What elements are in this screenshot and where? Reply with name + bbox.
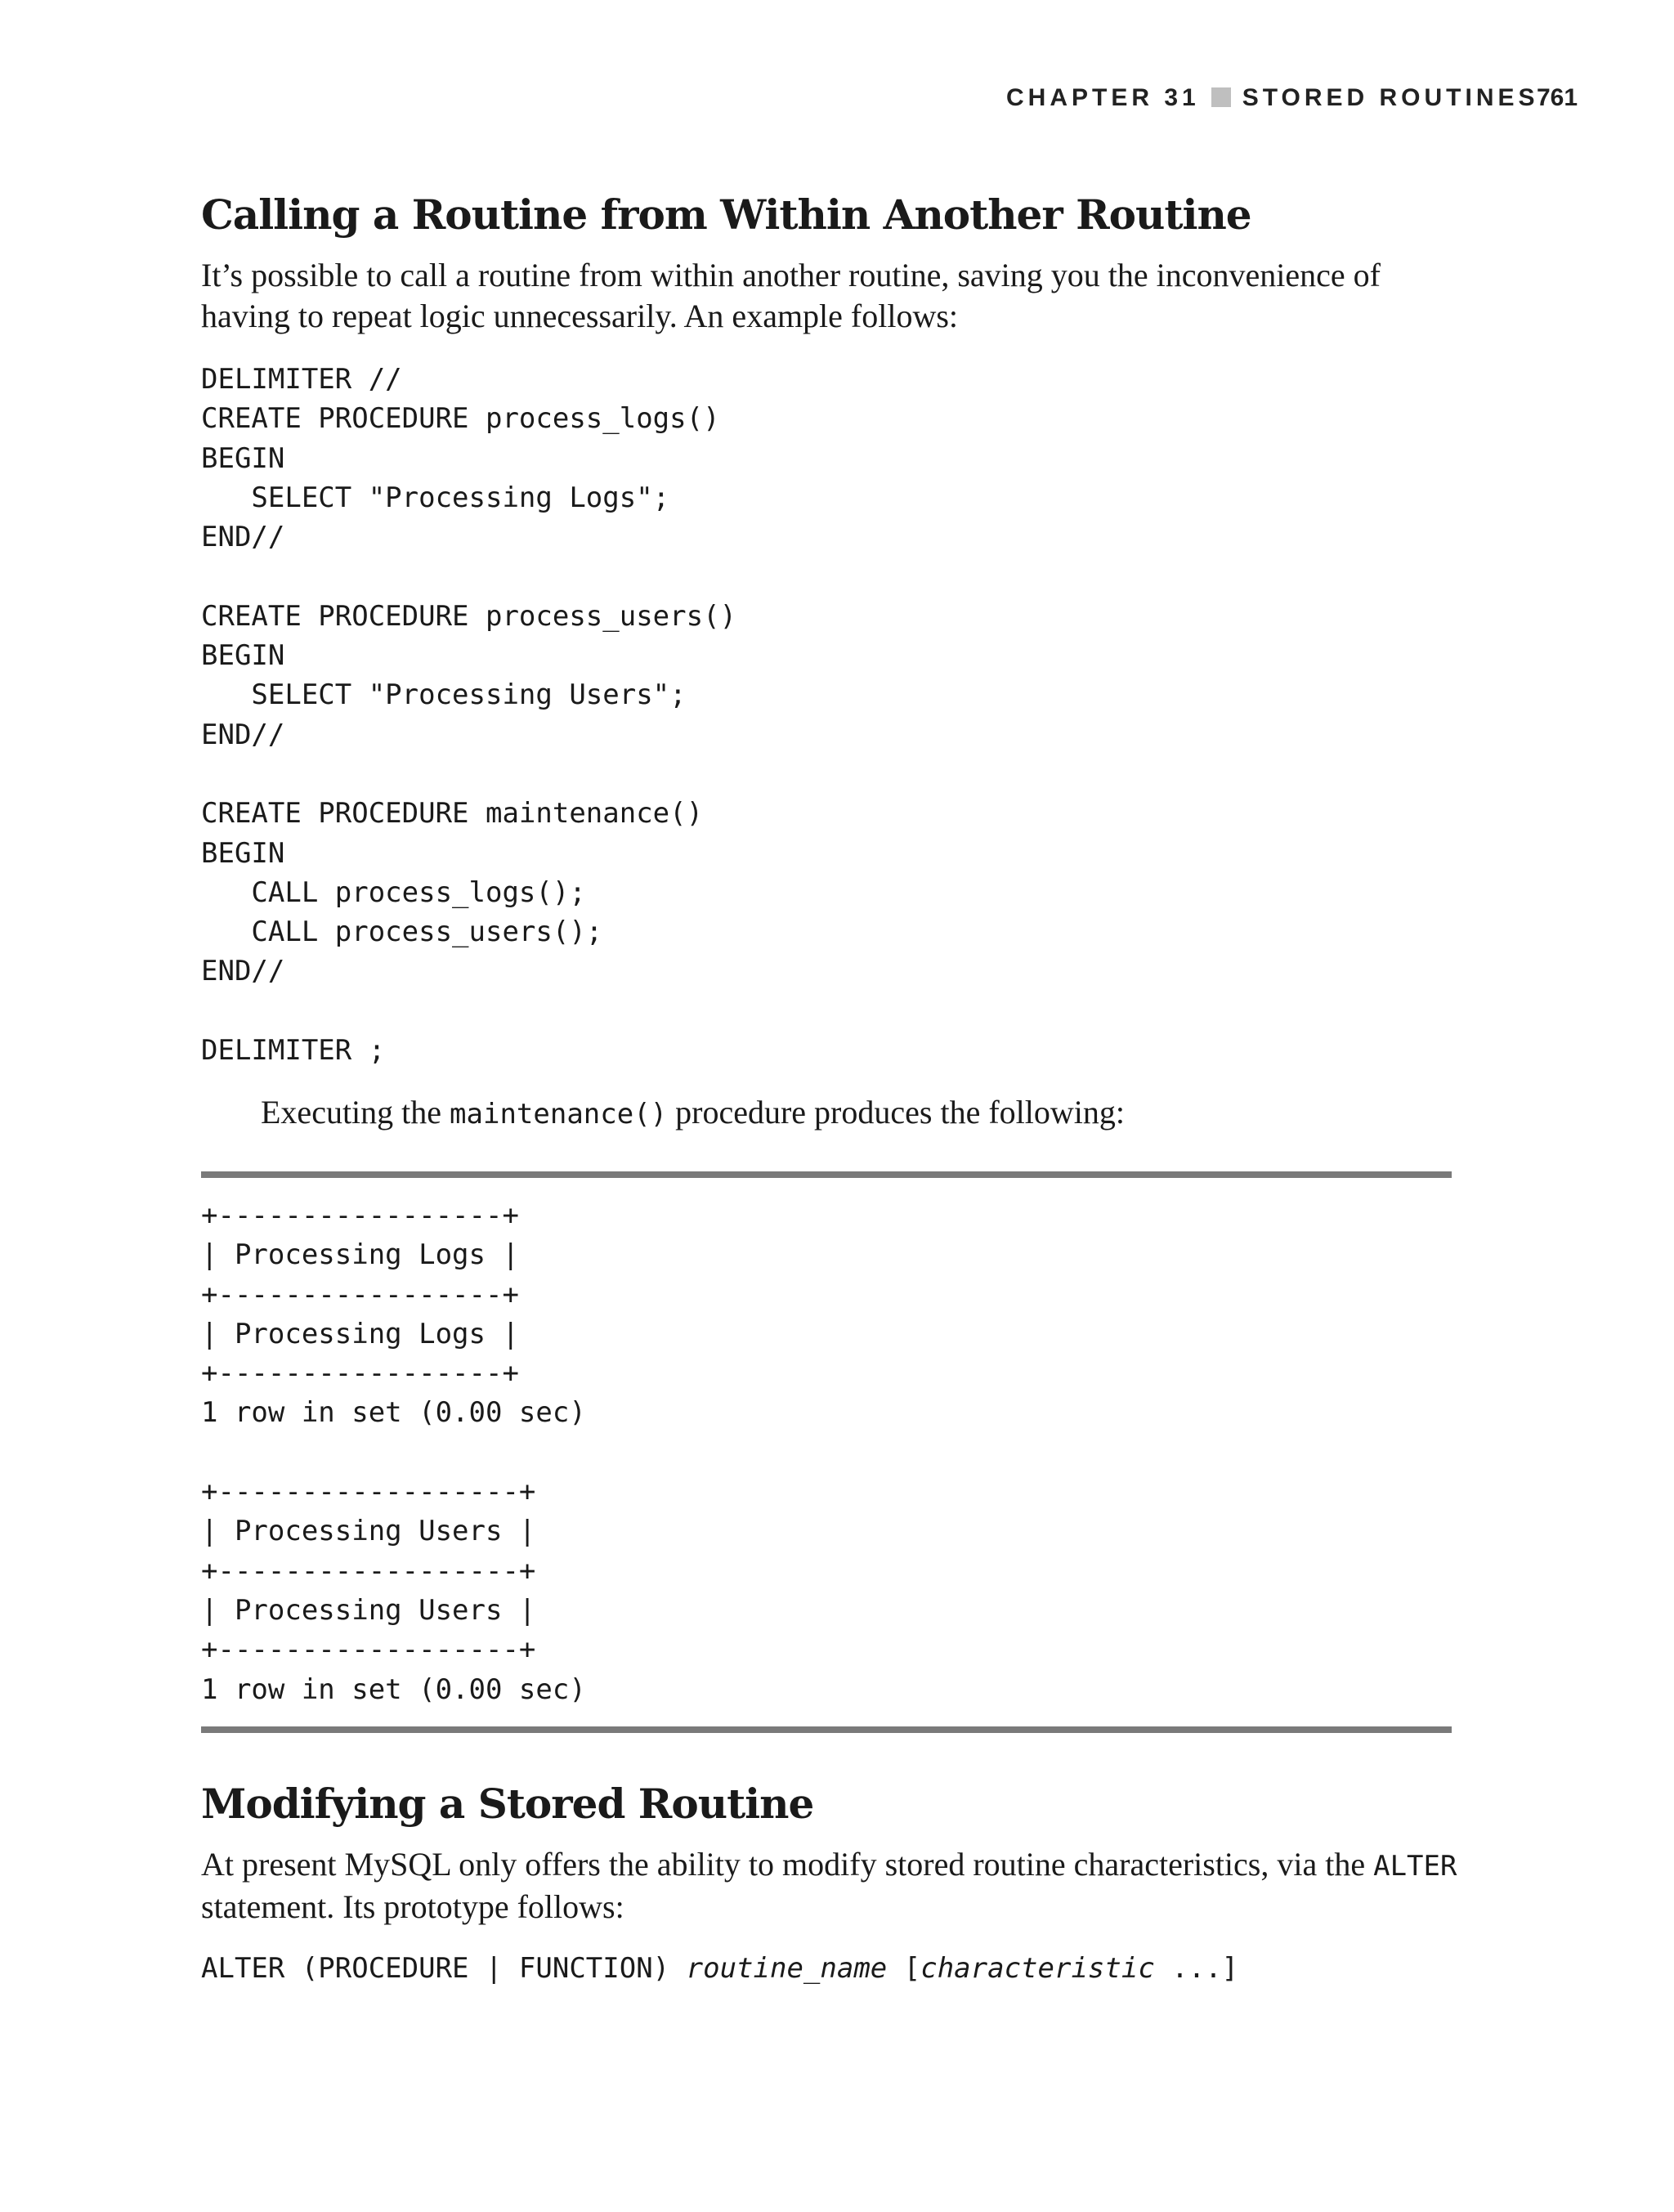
prototype-characteristic: characteristic [920,1952,1155,1985]
code-block-output: +-----------------+ | Processing Logs | +-----------------+ | Processing Logs | +-----------------+ 1 row in set (0.00 sec) +------------------+ | Processing Users | +------------------+ | Processing Users | +------------------+ 1 row in set (0.00 sec) [201,1199,586,1706]
output-top-rule [201,1171,1452,1178]
execution-text-after: procedure produces the following: [667,1094,1125,1131]
prototype-routine-name: routine_name [686,1952,888,1985]
section-heading-modifying-routine: Modifying a Stored Routine [201,1780,814,1828]
modify-text-after: statement. Its prototype follows: [201,1888,624,1925]
modify-intro-paragraph [201,1844,1468,1928]
prototype-bracket-open: [ [887,1952,921,1985]
execution-text-before: Executing the [261,1094,450,1131]
inline-code-alter: ALTER [1373,1850,1457,1883]
running-head [1006,82,1539,114]
chapter-label: CHAPTER 31 [1006,84,1200,111]
separator-square-icon [1211,87,1231,107]
code-block-prototype [201,1949,1238,1988]
code-block-procedures: DELIMITER // CREATE PROCEDURE process_logs() BEGIN SELECT "Processing Logs"; END// CREATE PROCEDURE process_users() BEGIN SELECT "Processing Users"; END// CREATE PROCEDURE maintenance() BEGIN CALL process_logs(); CALL process_users(); END// DELIMITER ; [201,363,737,1068]
prototype-end: ...] [1154,1952,1239,1985]
section-label: STORED ROUTINES [1242,84,1539,111]
inline-code-maintenance: maintenance() [450,1098,668,1131]
prototype-prefix: ALTER (PROCEDURE | FUNCTION) [201,1952,687,1985]
output-bottom-rule [201,1726,1452,1733]
section-heading-calling-routine: Calling a Routine from Within Another Routine [201,190,1251,239]
intro-paragraph: It’s possible to call a routine from within another routine, saving you the inconvenience of having to repeat logic unnecessarily. An example follows: [201,257,1381,334]
modify-text-before: At present MySQL only offers the ability to modify stored routine characteristics, via the [201,1846,1374,1883]
execution-paragraph [261,1092,1528,1135]
page-number: 761 [1537,84,1578,111]
